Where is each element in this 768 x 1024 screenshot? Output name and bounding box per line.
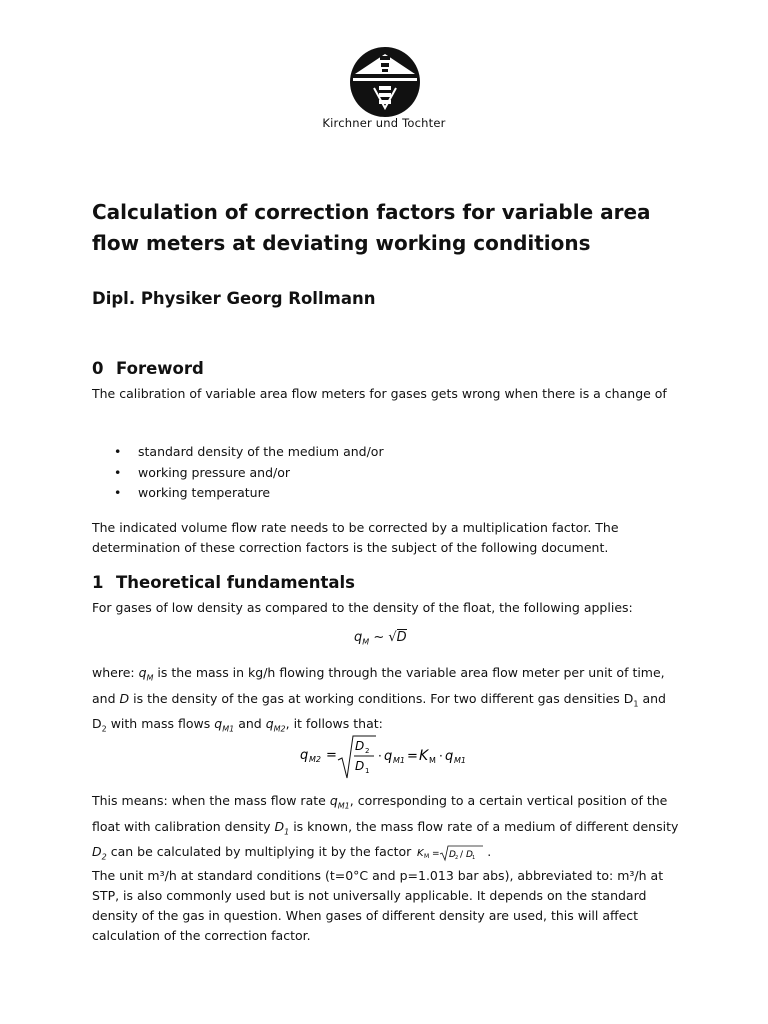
svg-text:·: · [378, 749, 382, 763]
where-paragraph: where: $q_M$ is the mass in kg/h flowing through the variable area flow meter per unit of time, and D is the density of the gas at working conditions. For two different gas densities $D_1$ and $D_2$ with mass flows $q_{M1}$ and $q_{M2}$, it follows that: [92, 665, 666, 734]
svg-text:M: M [424, 852, 430, 860]
svg-text:1: 1 [472, 854, 476, 861]
section-0-heading [92, 359, 204, 378]
list-item: • working temperature [92, 483, 384, 504]
svg-text:1: 1 [365, 767, 370, 775]
foreword-closing: The indicated volume flow rate needs to be corrected by a multiplication factor. The determination of these correction factors is the subject of the following document. [92, 520, 619, 555]
svg-text:2: 2 [365, 747, 370, 755]
equation-proportionality: $q_M$ ~ √D [354, 630, 407, 647]
company-logo [347, 44, 423, 120]
fundamentals-intro: For gases of low density as compared to the density of the float, the following applies: [92, 600, 633, 615]
svg-text:=: = [432, 848, 440, 859]
svg-text:D: D [449, 849, 457, 860]
list-item: • standard density of the medium and/or [92, 442, 384, 463]
section-number: 1 [92, 573, 104, 592]
svg-text:/: / [460, 849, 464, 860]
section-title: Theoretical fundamentals [116, 573, 355, 592]
list-item: • working pressure and/or [92, 463, 384, 484]
factor-km-formula [417, 844, 487, 862]
svg-text:D: D [355, 759, 365, 773]
foreword-intro: The calibration of variable area flow meters for gases gets wrong when there is a change of [92, 386, 667, 401]
author-line: Dipl. Physiker Georg Rollmann [92, 289, 376, 308]
company-name: Kirchner und Tochter [322, 116, 446, 130]
section-1-heading [92, 573, 355, 592]
svg-text:M1: M1 [454, 756, 466, 765]
svg-text:M1: M1 [393, 756, 405, 765]
svg-text:2: 2 [455, 854, 459, 861]
svg-text:D: D [355, 739, 365, 753]
section-number: 0 [92, 359, 104, 378]
svg-text:q: q [300, 748, 309, 763]
svg-text:M: M [429, 756, 436, 765]
svg-text:K: K [417, 847, 424, 859]
svg-text:q: q [384, 749, 393, 764]
section-title: Foreword [116, 359, 204, 378]
unit-paragraph: The unit m³/h at standard conditions (t=0°C and p=1.013 bar abs), abbreviated to: m³/h at STP, is also commonly used but is not universally applicable. It depends on the standard density of the gas in question. When gases of different density are used, this will affect calculation of the correction factor. [92, 868, 664, 943]
svg-text:M2: M2 [309, 755, 321, 764]
svg-text:=: = [326, 748, 337, 763]
svg-text:=: = [407, 749, 418, 764]
change-list [92, 442, 384, 504]
svg-text:D: D [466, 849, 474, 860]
svg-text:·: · [439, 749, 443, 763]
document-title: Calculation of correction factors for variable area flow meters at deviating working conditions [92, 200, 651, 255]
svg-text:K: K [419, 748, 429, 764]
equation-mass-flow-ratio [298, 732, 498, 782]
svg-text:q: q [445, 749, 454, 764]
means-paragraph: This means: when the mass flow rate $q_{M1}$, corresponding to a certain vertical position of the float with calibration density $D_1$ is known, the mass flow rate of a medium of different density $D_2$ can be calculated by multiplying it by the factor K M = D 2 / D 1 . [92, 793, 679, 862]
